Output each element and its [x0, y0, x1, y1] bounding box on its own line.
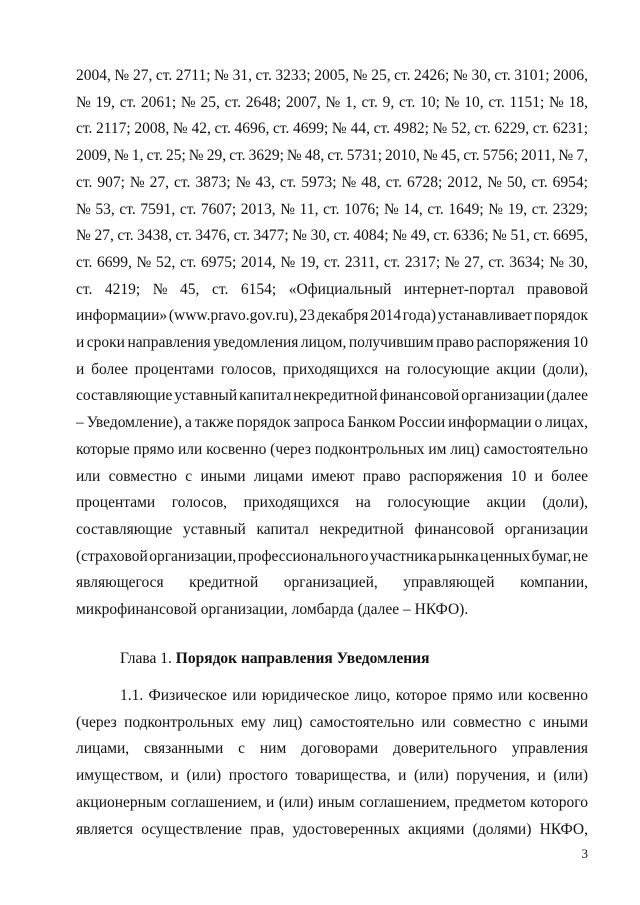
text-line: процентами голосов, приходящихся на голосующие акции (доли), — [76, 494, 588, 512]
text-line: микрофинансовой организации, ломбарда (далее – НКФО). — [76, 601, 469, 619]
text-line: ст. 6699, № 52, ст. 6975; 2014, № 19, ст. 2311, ст. 2317; № 27, ст. 3634; № 30, — [76, 253, 588, 271]
text-line: ст. 907; № 27, ст. 3873; № 43, ст. 5973; № 48, ст. 6728; 2012, № 50, ст. 6954; — [76, 173, 588, 191]
text-line: и более процентами голосов, приходящихся на голосующие акции (доли), — [76, 360, 588, 378]
text-line: – Уведомление), а также порядок запроса Банком России информации о лицах, — [76, 414, 588, 432]
text-line: имуществом, и (или) простого товарищества, и (или) поручения, и (или) — [76, 767, 588, 785]
text-line: (страховой организации, профессионального участника рынка ценных бумаг, не — [76, 547, 588, 565]
text-line: 1.1. Физическое или юридическое лицо, которое прямо или косвенно — [120, 687, 588, 704]
text-line: ст. 2117; 2008, № 42, ст. 4696, ст. 4699; № 44, ст. 4982; № 52, ст. 6229, ст. 6231; — [76, 120, 588, 138]
text-line: № 53, ст. 7591, ст. 7607; 2013, № 11, ст. 1076; № 14, ст. 1649; № 19, ст. 2329; — [76, 200, 588, 218]
text-line: которые прямо или косвенно (через подконтрольных им лиц) самостоятельно — [76, 440, 588, 458]
text-line: 2004, № 27, ст. 2711; № 31, ст. 3233; 2005, № 25, ст. 2426; № 30, ст. 3101; 2006, — [76, 67, 588, 84]
text-line: являющегося кредитной организацией, управляющей компании, — [76, 574, 588, 592]
text-line: № 27, ст. 3438, ст. 3476, ст. 3477; № 30, ст. 4084; № 49, ст. 6336; № 51, ст. 6695, — [76, 227, 588, 245]
text-line: ст. 4219; № 45, ст. 6154; «Официальный интернет-портал правовой — [76, 280, 588, 298]
text-line: составляющие уставный капитал некредитной финансовой организации — [76, 520, 588, 538]
chapter-number: Глава 1. — [120, 650, 176, 667]
text-line: информации» (www.pravo.gov.ru), 23 декабря 2014 года) устанавливает порядок — [76, 307, 588, 325]
text-line: составляющие уставный капитал некредитной финансовой организации (далее — [76, 387, 588, 405]
text-line: и сроки направления уведомления лицом, получившим право распоряжения 10 — [76, 334, 588, 352]
text-line: № 19, ст. 2061; № 25, ст. 2648; 2007, № 1, ст. 9, ст. 10; № 10, ст. 1151; № 18, — [76, 93, 588, 111]
page-number: 3 — [581, 846, 588, 861]
text-line: (через подконтрольных ему лиц) самостоятельно или совместно с иными — [76, 713, 588, 731]
chapter-heading — [120, 646, 429, 672]
paragraph-1-1 — [76, 683, 588, 843]
text-line: является осуществление прав, удостоверенных акциями (долями) НКФО, — [76, 820, 588, 838]
text-line: лицами, связанными с ним договорами доверительного управления — [76, 740, 588, 758]
text-line: или совместно с иными лицами имеют право распоряжения 10 и более — [76, 467, 588, 485]
paragraph-intro — [76, 63, 588, 624]
chapter-title: Порядок направления Уведомления — [175, 650, 430, 667]
text-line: акционерным соглашением, и (или) иным соглашением, предметом которого — [76, 793, 588, 811]
text-line: 2009, № 1, ст. 25; № 29, ст. 3629; № 48, ст. 5731; 2010, № 45, ст. 5756; 2011, № 7, — [76, 147, 588, 165]
